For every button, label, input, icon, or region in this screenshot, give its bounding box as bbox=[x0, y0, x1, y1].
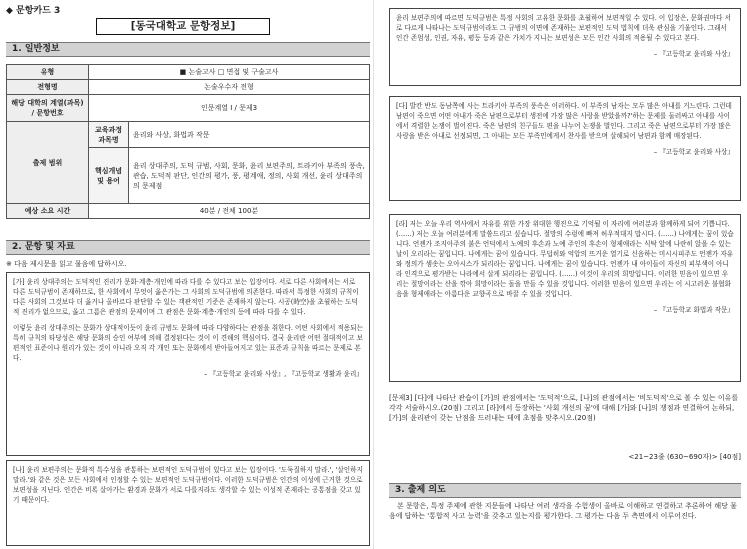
section1-heading: 1. 일반정보 bbox=[6, 42, 370, 57]
passage-na-continued-box bbox=[389, 8, 741, 86]
type-label: 유형 bbox=[7, 65, 89, 80]
passage-ra-box bbox=[389, 214, 741, 382]
passage-ga-box bbox=[6, 272, 370, 456]
subject-value: 윤리와 사상, 화법과 작문 bbox=[129, 122, 370, 148]
document-title: [동국대학교 문항정보] bbox=[96, 18, 270, 35]
passage-ga-paragraph-1: [가] 윤리 상대주의는 도덕적인 진리가 문화·계층·개인에 따라 다를 수 있다고 보는 입장이다. 서로 다른 사회에서는 서로 다른 도덕규범이 존재하므로, 한 사회에서 무엇이 옳은가는 그 사회의 도덕규범에 의존한다. 따라서 특정한 사회의 규칙이 다른 사회의 그것보다 더 옳거나 올바르다 판단할 수 있는 객관적인 기준은 존재하지 않는다. 시공(時空)을 초월하는 도덕적 진리가 없으므로, 옳고 그름은 관점의 문제이며 그 관점은 문화·계층·개인의 등에 따라 다를 수 있다. bbox=[13, 278, 359, 316]
question-3: [문제3] [다]에 나타난 관습이 [가]의 관점에서는 '도덕적'으로, [나]의 관점에서는 '비도덕적'으로 볼 수 있는 이유를 각각 서술하시오.(20점) 그리고 [라]에서 등장하는 '사회 개선의 꿈'에 대해 [가]와 [나]의 쟁점과 연결하여 논하되, [가]의 윤리관이 갖는 난점을 드러내는 데에 초점을 맞추시오.(20점) bbox=[389, 394, 739, 422]
section2-heading: 2. 문항 및 자료 bbox=[6, 240, 370, 255]
passage-na-source: – 『고등학교 윤리와 사상』 bbox=[653, 50, 734, 58]
passage-na-paragraph: [나] 윤리 보편주의는 문화적 특수성을 관통하는 보편적인 도덕규범이 있다고 보는 입장이다. '도둑질하지 말라.', '살인하지 말라.'와 같은 것은 모든 사회에서 인정할 수 있는 보편적인 도덕규범이다. 이러한 도덕규범은 인간의 이성에 근거한 것으로 보편성을 지닌다. 인간은 비록 살아가는 환경과 문화가 서로 다를지라도 생각할 수 있는 이성적 존재라는 공통점을 갖고 있기 때문이다. bbox=[13, 466, 363, 504]
type-value: ■ 논술고사 □ 면접 및 구술고사 bbox=[89, 65, 370, 80]
intent-text: 본 문항은, 특정 주제에 관한 지문들에 나타난 여러 생각을 수험생이 올바로 이해하고 연결하고 추론하여 해당 물음에 답하는 '통합적 사고 능력'을 갖추고 있는지를 평가한다. 그 평가는 다음 두 측면에서 이루어진다. bbox=[389, 502, 737, 520]
general-info-table bbox=[6, 64, 370, 219]
passage-ga-paragraph-2: 이렇듯 윤리 상대주의는 문화가 상대적이듯이 윤리 규범도 문화에 따라 다양하다는 관점을 취한다. 어떤 사회에서 적용되는 특히 규칙의 타당성은 해당 문화의 승인 여부에 의해 결정된다는 것이 이 견해의 핵심이다. 결국 윤리란 어떤 절대적이고 보편적인 표준이나 원리가 있는 것이 아니라 오직 각 개인 또는 문화에서 받아들여지고 있는 표준과 규칙을 따르는 문제로 본다. bbox=[13, 324, 363, 362]
subject-label: 교육과정 과목명 bbox=[89, 122, 129, 148]
card-label: ◆ 문항카드 3 bbox=[6, 6, 61, 16]
exam-value: 논술우수자 전형 bbox=[89, 80, 370, 95]
passage-da-box bbox=[389, 96, 741, 201]
exam-label: 전형명 bbox=[7, 80, 89, 95]
time-value: 40분 / 전체 100분 bbox=[89, 204, 370, 219]
time-label: 예상 소요 시간 bbox=[7, 204, 89, 219]
passage-ga-source: – 『고등학교 윤리와 사상』, 『고등학교 생활과 윤리』 bbox=[204, 370, 363, 378]
passage-da-paragraph: [다] 발칸 반도 동남쪽에 사는 트라키아 부족의 풍속은 이러하다. 이 부족의 남자는 모두 많은 아내를 거느린다. 그런데 남편이 죽으면 어떤 아내가 죽은 남편으로부터 생전에 가장 많은 사랑을 받았을까?'하는 문제를 둘러싸고 아내를 사이에서 격렬한 논쟁이 벌어진다. 죽은 남편의 친구들도 편을 나누어 논쟁을 벌인다. 그리고 죽은 남편으로부터 가장 많은 사랑을 받은 아내로 선정되면, 그 아내는 모든 부족민에게서 찬사를 받으며 살해되어 남편과 함께 매장된다. bbox=[396, 102, 732, 140]
dept-value: 인문계열 I / 문제3 bbox=[89, 95, 370, 122]
dept-label: 해당 대학의 계열(과목) / 문항번호 bbox=[7, 95, 89, 122]
passage-ra-source: – 『고등학교 화법과 작문』 bbox=[653, 306, 734, 314]
passage-na-box bbox=[6, 460, 370, 546]
range-label: 출제 범위 bbox=[7, 122, 89, 204]
section3-heading: 3. 출제 의도 bbox=[389, 483, 741, 498]
passage-na-continued: 윤리 보편주의에 따르면 도덕규범은 특정 사회의 고유한 문화를 초월하여 보편적일 수 있다. 이 입장은, 문화권마다 서로 다르게 나타나는 도덕규범이라도 그 규범의 이면에 존재하는 보편적인 도덕 법칙에 더욱 관심을 기울인다. 그래서 인간 존엄성, 인권, 자유, 평등 등과 같은 가치가 지니는 보편성은 모든 인간 사회의 적용될 수 있다고 본다. bbox=[396, 14, 731, 42]
concept-label: 핵심개념 및 용어 bbox=[89, 148, 129, 204]
instruction-note: ※ 다음 제시문을 읽고 물음에 답하시오. bbox=[6, 260, 127, 268]
column-divider bbox=[373, 0, 374, 549]
passage-da-source: – 『고등학교 윤리와 사상』 bbox=[653, 148, 734, 156]
answer-length-points: <21~23줄 (630~690자)> [40점] bbox=[628, 453, 741, 461]
passage-ra-paragraph: [라] 저는 오늘 우리 역사에서 자유를 위한 가장 위대한 행진으로 기억될 이 자리에 여러분과 함께하게 되어 기쁩니다. (……) 저는 오늘 여러분에게 말씀드리고 싶습니다. 절망의 수렁에 빠져 허우적대지 맙시다. (……) 나에게는 꿈이 있습니다. 언젠가 조지아주의 붉은 언덕에서 노예의 후손과 노예 주인의 후손이 형제애라는 식탁 앞에 나란히 앉을 수 있는 날이 오리라는 꿈입니다. 나에게는 꿈이 있습니다. 무덥히와 억압의 뜨거운 열기로 신음하는 미시시피주도 언젠가 자유와 정의가 샘솟는 오아시스가 되리라는 꿈입니다. 나에게는 꿈이 있습니다. 언젠가 내 아이들이 자신의 피부색이 아니라 인격으로 평가받는 나라에서 살게 되리라는 꿈입니다. (……) 이것이 우리의 희망입니다. 이러한 믿음이 있으면 우리는 절망이라는 산을 깎아 희망이라는 돌을 만들 수 있을 것입니다. 이러한 믿음이 있으면 우리는 이 시고러운 불협화음을 형제애라는 아름다운 교향곡으로 바꿀 수 있을 것입니다. bbox=[396, 220, 734, 298]
concept-value: 윤리 상대주의, 도덕 규범, 사회, 문화, 윤리 보편주의, 트라키아 부족의 풍속, 관습, 도덕적 판단, 인간의 평가, 풍, 평계애, 정의, 사회 개선, 윤리 상대주의의 문제점 bbox=[129, 148, 370, 204]
